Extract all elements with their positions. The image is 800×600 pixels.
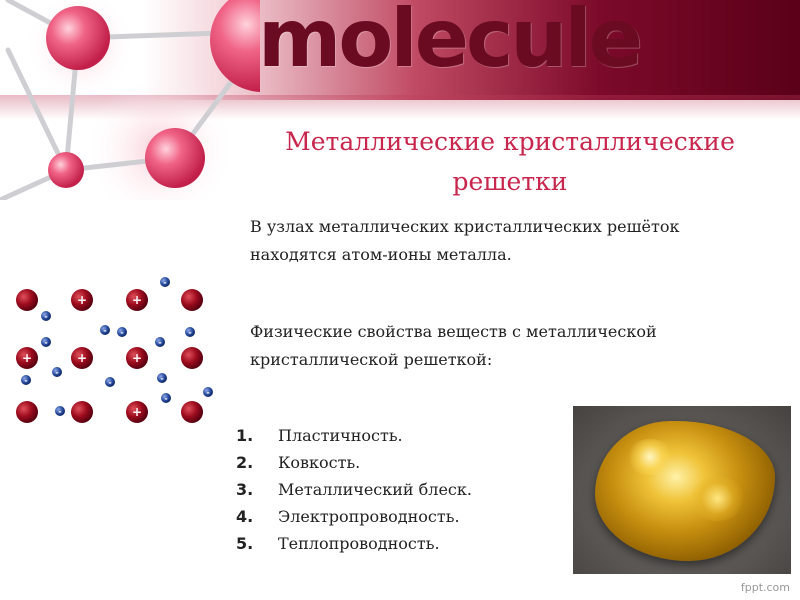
list-text: Теплопроводность. [278, 534, 440, 553]
list-item [236, 476, 472, 503]
list-item [236, 503, 472, 530]
ion-charge: + [131, 293, 143, 307]
electron [117, 327, 127, 337]
list-number: 2. [236, 453, 254, 472]
electron [21, 375, 31, 385]
metal-ion [181, 401, 203, 423]
metal-ion [71, 289, 93, 311]
electron-charge: - [158, 338, 162, 347]
list-text: Пластичность. [278, 426, 403, 445]
ion-circle [181, 347, 203, 369]
electron-charge: - [44, 338, 48, 347]
metal-ion [126, 401, 148, 423]
electron-charge: - [206, 388, 210, 397]
electron-charge: - [55, 368, 59, 377]
electron [100, 325, 110, 335]
metal-ion [16, 401, 38, 423]
list-item [236, 449, 472, 476]
list-item [236, 422, 472, 449]
gold-nugget [595, 421, 775, 561]
list-text: Металлический блеск. [278, 480, 472, 499]
watermark: fppt.com [740, 581, 790, 594]
list-item [236, 530, 472, 557]
ion-charge: + [76, 293, 88, 307]
electron-charge: - [160, 374, 164, 383]
metal-ion [126, 347, 148, 369]
metal-ion [126, 289, 148, 311]
metal-ion [181, 289, 203, 311]
electron-charge: - [120, 328, 124, 337]
list-text: Ковкость. [278, 453, 361, 472]
electron-charge: - [163, 278, 167, 287]
ion-charge: + [76, 351, 88, 365]
molecule-ball [46, 6, 110, 70]
electron-charge: - [188, 328, 192, 337]
metal-lattice-diagram [10, 270, 225, 430]
electron-charge: - [24, 376, 28, 385]
ion-circle [16, 289, 38, 311]
properties-intro: Физические свойства веществ с металлической кристаллической решеткой: [250, 322, 657, 369]
metal-ion [71, 401, 93, 423]
lattice-description: В узлах металлических кристаллических решёток находятся атом-ионы металла. [250, 217, 680, 264]
list-text: Электропроводность. [278, 507, 460, 526]
gold-nugget-photo [573, 406, 791, 574]
electron [52, 367, 62, 377]
electron [160, 277, 170, 287]
electron [185, 327, 195, 337]
list-number: 3. [236, 480, 254, 499]
ions-group [16, 289, 203, 423]
ion-circle [181, 289, 203, 311]
metal-ion [181, 347, 203, 369]
electron-charge: - [58, 407, 62, 416]
list-number: 5. [236, 534, 254, 553]
electron-charge: - [108, 378, 112, 387]
electron [41, 311, 51, 321]
electron [155, 337, 165, 347]
electron [41, 337, 51, 347]
electron-charge: - [103, 326, 107, 335]
electron [157, 373, 167, 383]
metal-ion [71, 347, 93, 369]
ion-circle [71, 401, 93, 423]
list-number: 1. [236, 426, 254, 445]
brand-title: molecule [258, 0, 641, 85]
metal-ion [16, 347, 38, 369]
electron [161, 393, 171, 403]
ion-charge: + [131, 351, 143, 365]
electron [203, 387, 213, 397]
molecule-graphic [0, 0, 260, 200]
electron-charge: - [44, 312, 48, 321]
molecule-ball [145, 128, 205, 188]
ion-circle [16, 401, 38, 423]
properties-list [236, 422, 472, 557]
list-number: 4. [236, 507, 254, 526]
ion-circle [181, 401, 203, 423]
electron [55, 406, 65, 416]
molecule-ball-large [210, 0, 260, 92]
ion-charge: + [131, 405, 143, 419]
electron [105, 377, 115, 387]
molecule-ball [48, 152, 84, 188]
metal-ion [16, 289, 38, 311]
slide-title: Металлические кристаллические решетки [285, 127, 735, 196]
ion-charge: + [21, 351, 33, 365]
electron-charge: - [164, 394, 168, 403]
